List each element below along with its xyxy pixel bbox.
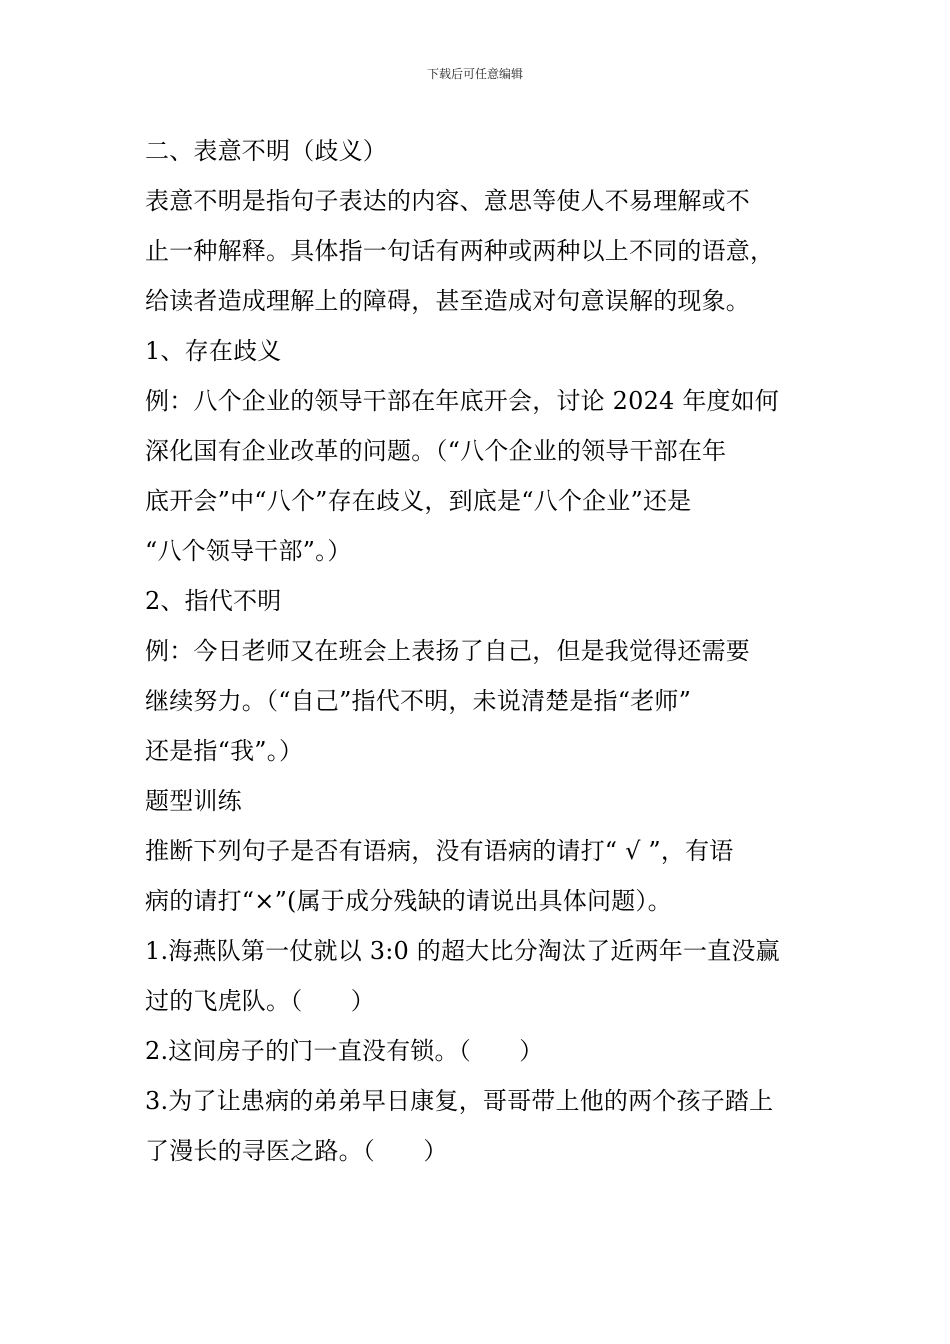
subsection-heading: 1、存在歧义: [145, 337, 282, 365]
section-heading: 二、表意不明（歧义）: [145, 137, 387, 165]
exercise-heading: 题型训练: [145, 787, 242, 815]
exercise-item: 3.为了让患病的弟弟早日康复，哥哥带上他的两个孩子踏上: [145, 1087, 774, 1115]
document-body: [145, 126, 810, 1176]
example-line: 继续努力。（“自己”指代不明，未说清楚是指“老师”: [145, 687, 692, 715]
paragraph-line: 给读者造成理解上的障碍，甚至造成对句意误解的现象。: [145, 287, 750, 315]
example-line: 深化国有企业改革的问题。（“八个企业的领导干部在年: [145, 437, 727, 465]
example-line: 例：今日老师又在班会上表扬了自己，但是我觉得还需要: [145, 637, 750, 665]
exercise-item: 过的飞虎队。（ ）: [145, 987, 375, 1015]
paragraph-line: 止一种解释。具体指一句话有两种或两种以上不同的语意，: [145, 237, 775, 265]
exercise-item: 1.海燕队第一仗就以 3:0 的超大比分淘汰了近两年一直没赢: [145, 937, 780, 965]
exercise-item: 2.这间房子的门一直没有锁。（ ）: [145, 1037, 544, 1065]
subsection-heading: 2、指代不明: [145, 587, 282, 615]
example-line: “八个领导干部”。）: [145, 537, 352, 565]
paragraph-line: 表意不明是指句子表达的内容、意思等使人不易理解或不: [145, 187, 750, 215]
example-line: 例：八个企业的领导干部在年底开会，讨论 2024 年度如何: [145, 387, 780, 415]
page-header: 下载后可任意编辑: [426, 67, 523, 81]
instruction-line: 病的请打“×”(属于成分残缺的请说出具体问题）。: [145, 887, 672, 915]
example-line: 底开会”中“八个”存在歧义，到底是“八个企业”还是: [145, 487, 692, 515]
instruction-line: 推断下列句子是否有语病，没有语病的请打“ √ ”，有语: [145, 837, 734, 865]
example-line: 还是指“我”。）: [145, 737, 304, 765]
exercise-item: 了漫长的寻医之路。（ ）: [145, 1137, 448, 1165]
